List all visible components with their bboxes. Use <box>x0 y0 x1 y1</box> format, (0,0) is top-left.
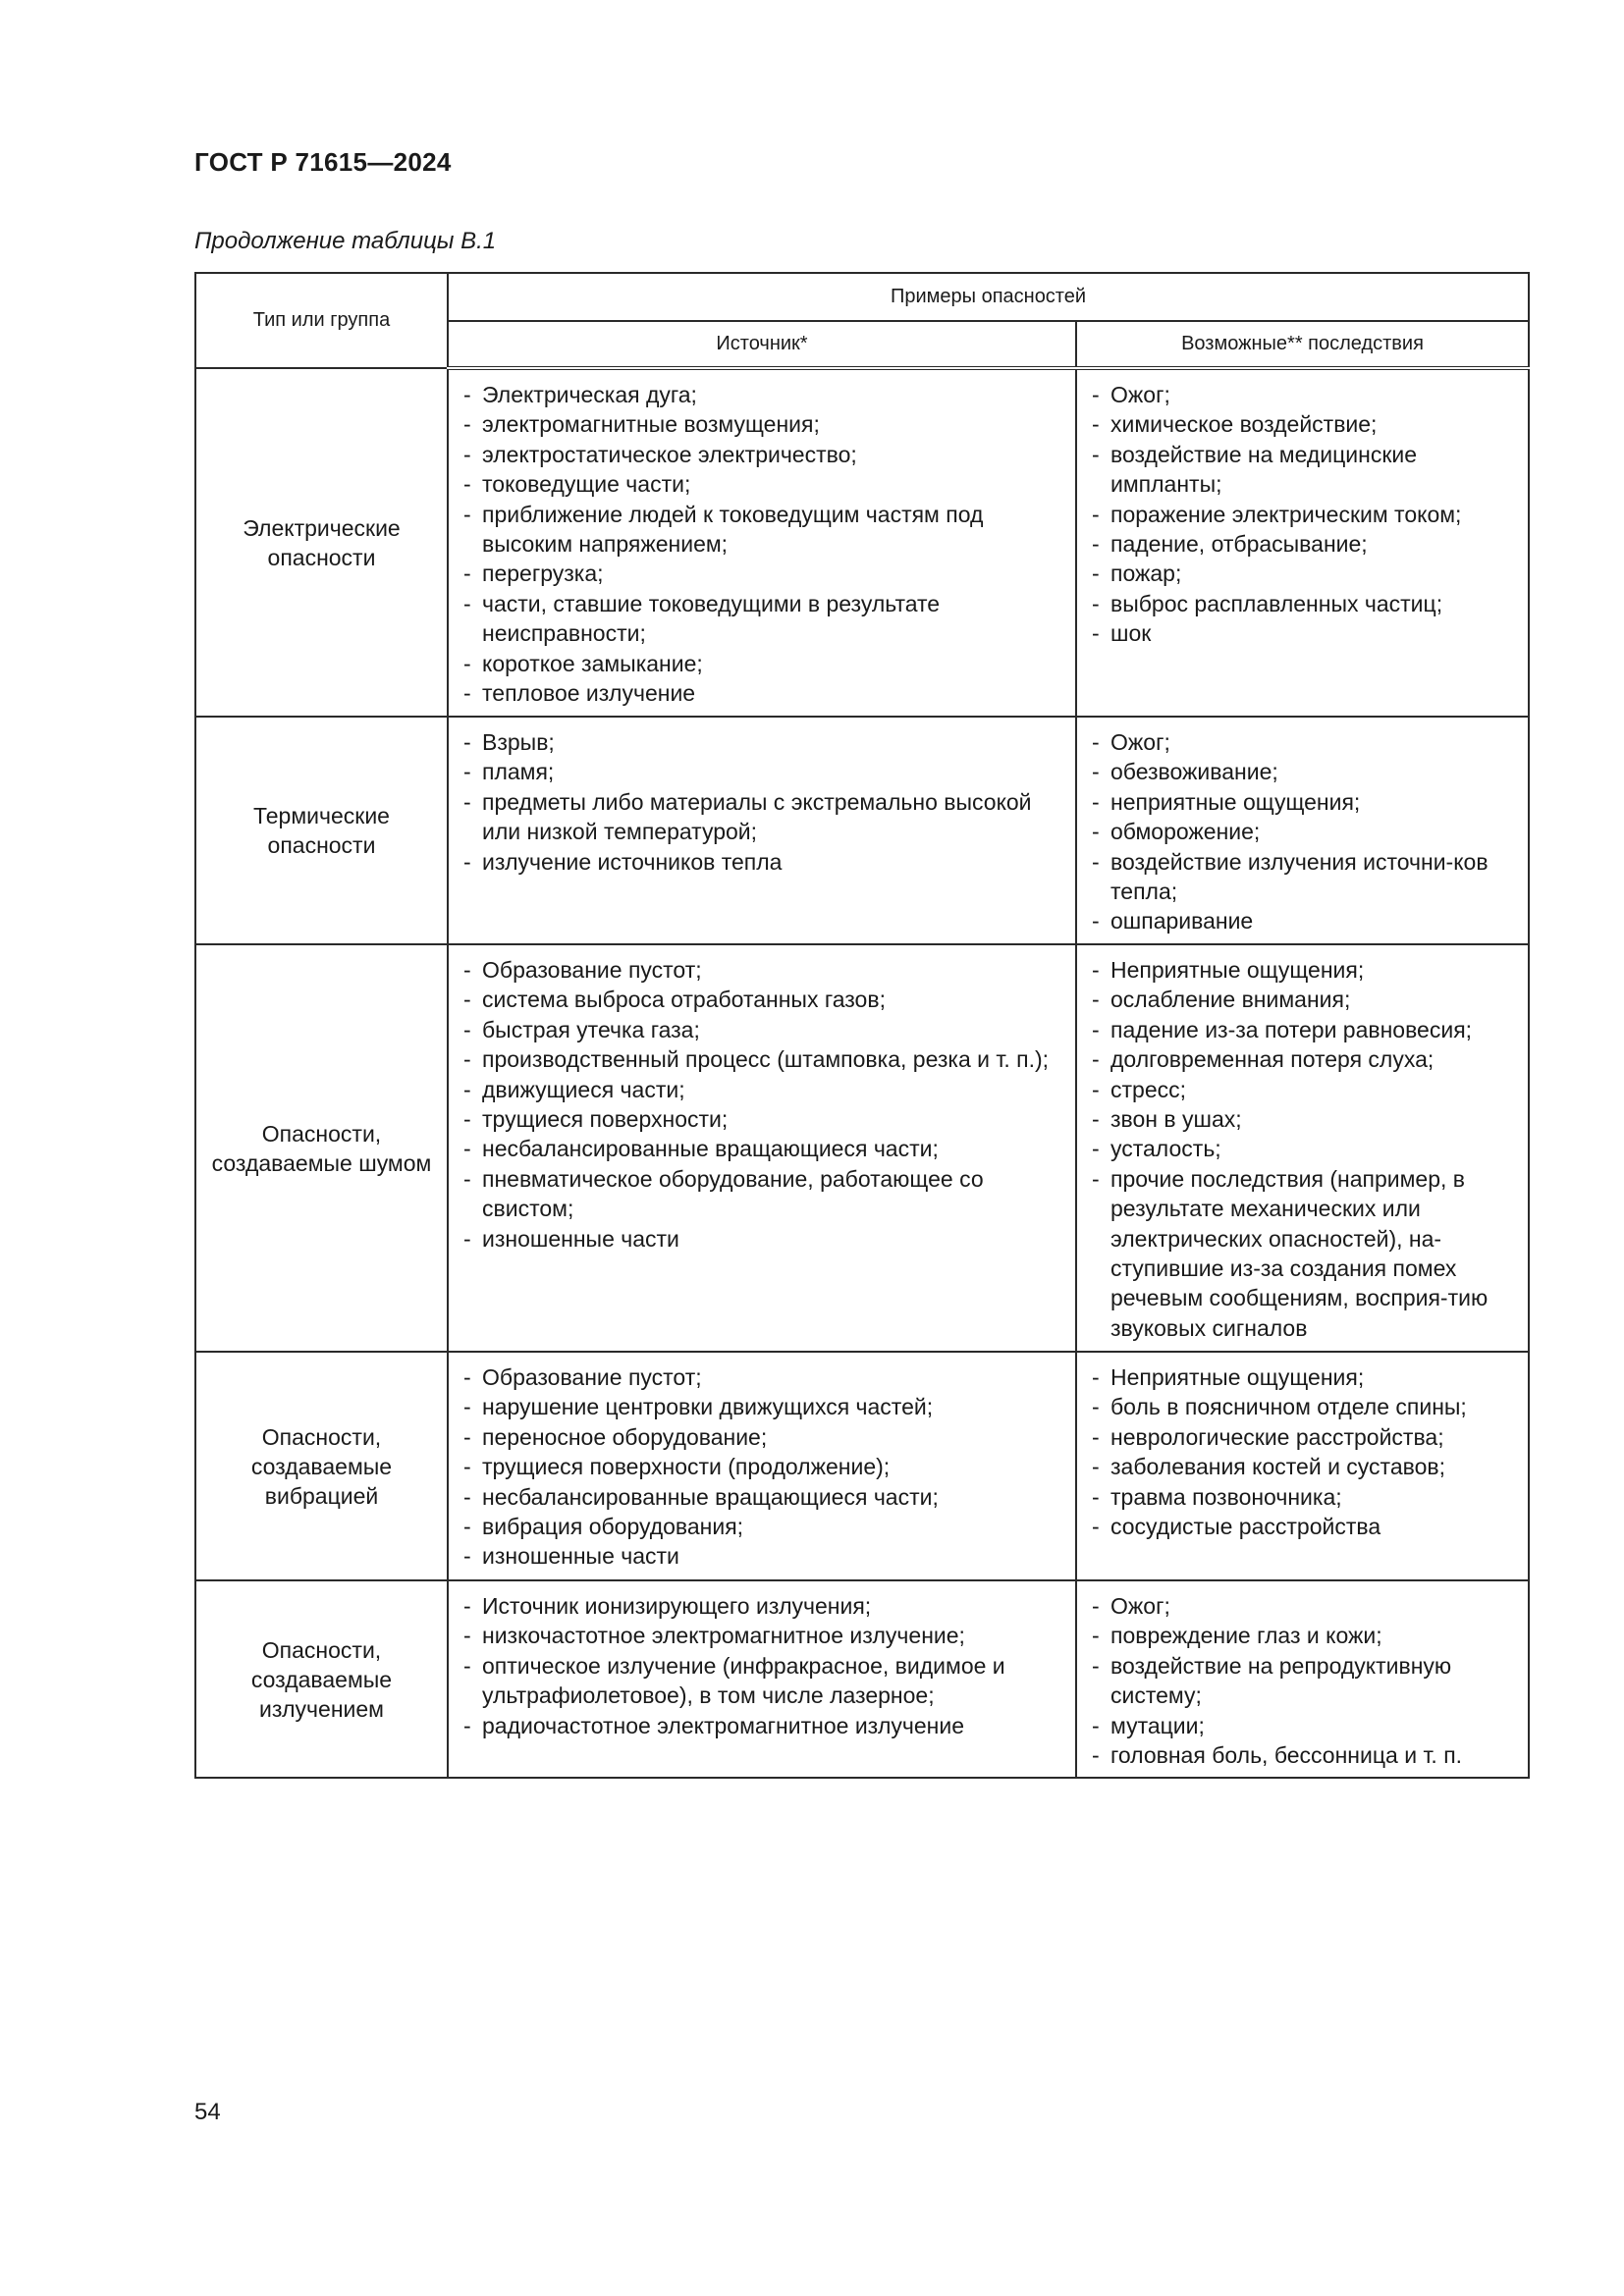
consequence-item: - стресс; <box>1091 1075 1520 1104</box>
consequence-item: - Ожог; <box>1091 380 1520 409</box>
table-row <box>195 368 1529 717</box>
source-item: - вибрация оборудования; <box>462 1512 1067 1541</box>
source-item: - Образование пустот; <box>462 1362 1067 1392</box>
source-item: - токоведущие части; <box>462 469 1067 499</box>
consequence-item: - головная боль, бессонница и т. п. <box>1091 1740 1520 1770</box>
source-item: - электромагнитные возмущения; <box>462 409 1067 439</box>
consequence-item: - Неприятные ощущения; <box>1091 955 1520 985</box>
sources-list <box>462 1591 1067 1740</box>
table-row <box>195 1352 1529 1580</box>
consequence-item: - пожар; <box>1091 559 1520 588</box>
document-header: ГОСТ Р 71615—2024 <box>194 147 452 177</box>
consequence-item: - воздействие на медицинские импланты; <box>1091 440 1520 500</box>
consequence-list-cell <box>1076 368 1529 717</box>
consequence-item: - Ожог; <box>1091 727 1520 757</box>
source-item: - короткое замыкание; <box>462 649 1067 678</box>
column-header-source: Источник* <box>448 321 1076 368</box>
source-item: - оптическое излучение (инфракрасное, видимое и ультрафиолетовое), в том числе лазерное; <box>462 1651 1067 1711</box>
consequence-item: - Ожог; <box>1091 1591 1520 1621</box>
source-item: - переносное оборудование; <box>462 1422 1067 1452</box>
source-item: - система выброса отработанных газов; <box>462 985 1067 1014</box>
source-list-cell <box>448 368 1076 717</box>
consequence-item: - поражение электрическим током; <box>1091 500 1520 529</box>
source-item: - радиочастотное электромагнитное излучение <box>462 1711 1067 1740</box>
hazard-group-cell: Опасности, создаваемые излучением <box>195 1580 448 1778</box>
source-item: - несбалансированные вращающиеся части; <box>462 1482 1067 1512</box>
consequences-list <box>1091 1591 1520 1770</box>
consequence-item: - мутации; <box>1091 1711 1520 1740</box>
consequence-item: - неприятные ощущения; <box>1091 787 1520 817</box>
page-number: 54 <box>194 2099 221 2125</box>
consequence-item: - прочие последствия (например, в результате механических или электрических опасностей), на-ступившие из-за создания помех речевым сообщениям, восприя-тию звуковых сигналов <box>1091 1164 1520 1343</box>
hazard-group-cell: Термические опасности <box>195 717 448 944</box>
consequence-list-cell <box>1076 717 1529 944</box>
table-caption: Продолжение таблицы В.1 <box>194 228 497 254</box>
source-item: - тепловое излучение <box>462 678 1067 708</box>
source-item: - изношенные части <box>462 1541 1067 1571</box>
sources-list <box>462 727 1067 877</box>
sources-list <box>462 955 1067 1254</box>
source-item: - излучение источников тепла <box>462 847 1067 877</box>
table-row <box>195 1580 1529 1778</box>
source-item: - изношенные части <box>462 1224 1067 1254</box>
consequence-item: - усталость; <box>1091 1134 1520 1163</box>
source-item: - приближение людей к токоведущим частям под высоким напряжением; <box>462 500 1067 560</box>
source-list-cell <box>448 717 1076 944</box>
source-item: - производственный процесс (штамповка, резка и т. п.); <box>462 1044 1067 1074</box>
consequences-list <box>1091 1362 1520 1541</box>
consequence-list-cell <box>1076 1580 1529 1778</box>
consequence-item: - Неприятные ощущения; <box>1091 1362 1520 1392</box>
source-list-cell <box>448 1580 1076 1778</box>
hazard-group-cell: Опасности, создаваемые вибрацией <box>195 1352 448 1580</box>
source-item: - трущиеся поверхности; <box>462 1104 1067 1134</box>
source-item: - Электрическая дуга; <box>462 380 1067 409</box>
source-item: - движущиеся части; <box>462 1075 1067 1104</box>
consequence-item: - шок <box>1091 618 1520 648</box>
column-header-consequences: Возможные** последствия <box>1076 321 1529 368</box>
source-item: - быстрая утечка газа; <box>462 1015 1067 1044</box>
source-item: - Взрыв; <box>462 727 1067 757</box>
consequence-item: - падение из-за потери равновесия; <box>1091 1015 1520 1044</box>
consequence-item: - обморожение; <box>1091 817 1520 846</box>
source-item: - пневматическое оборудование, работающее со свистом; <box>462 1164 1067 1224</box>
table-row <box>195 944 1529 1352</box>
source-list-cell <box>448 1352 1076 1580</box>
source-list-cell <box>448 944 1076 1352</box>
source-item: - несбалансированные вращающиеся части; <box>462 1134 1067 1163</box>
column-header-group: Тип или группа <box>195 273 448 368</box>
consequence-item: - падение, отбрасывание; <box>1091 529 1520 559</box>
consequences-list <box>1091 955 1520 1343</box>
consequence-item: - обезвоживание; <box>1091 757 1520 786</box>
consequence-item: - звон в ушах; <box>1091 1104 1520 1134</box>
consequence-list-cell <box>1076 944 1529 1352</box>
hazards-table <box>194 272 1530 1779</box>
consequences-list <box>1091 727 1520 936</box>
source-item: - Источник ионизирующего излучения; <box>462 1591 1067 1621</box>
consequence-item: - долговременная потеря слуха; <box>1091 1044 1520 1074</box>
hazard-group-cell: Электрические опасности <box>195 368 448 717</box>
consequence-item: - травма позвоночника; <box>1091 1482 1520 1512</box>
consequence-item: - ослабление внимания; <box>1091 985 1520 1014</box>
consequence-item: - заболевания костей и суставов; <box>1091 1452 1520 1481</box>
source-item: - Образование пустот; <box>462 955 1067 985</box>
source-item: - низкочастотное электромагнитное излучение; <box>462 1621 1067 1650</box>
consequence-item: - неврологические расстройства; <box>1091 1422 1520 1452</box>
consequence-item: - боль в поясничном отделе спины; <box>1091 1392 1520 1421</box>
consequence-list-cell <box>1076 1352 1529 1580</box>
source-item: - нарушение центровки движущихся частей; <box>462 1392 1067 1421</box>
source-item: - предметы либо материалы с экстремально высокой или низкой температурой; <box>462 787 1067 847</box>
consequence-item: - воздействие на репродуктивную систему; <box>1091 1651 1520 1711</box>
column-header-examples: Примеры опасностей <box>448 273 1529 321</box>
consequence-item: - воздействие излучения источни-ков тепла; <box>1091 847 1520 907</box>
sources-list <box>462 380 1067 708</box>
consequence-item: - повреждение глаз и кожи; <box>1091 1621 1520 1650</box>
consequence-item: - выброс расплавленных частиц; <box>1091 589 1520 618</box>
consequences-list <box>1091 380 1520 649</box>
source-item: - части, ставшие токоведущими в результате неисправности; <box>462 589 1067 649</box>
source-item: - электростатическое электричество; <box>462 440 1067 469</box>
source-item: - трущиеся поверхности (продолжение); <box>462 1452 1067 1481</box>
table-body <box>195 368 1529 1778</box>
sources-list <box>462 1362 1067 1572</box>
consequence-item: - химическое воздействие; <box>1091 409 1520 439</box>
source-item: - перегрузка; <box>462 559 1067 588</box>
hazard-group-cell: Опасности, создаваемые шумом <box>195 944 448 1352</box>
consequence-item: - ошпаривание <box>1091 906 1520 935</box>
table-row <box>195 717 1529 944</box>
consequence-item: - сосудистые расстройства <box>1091 1512 1520 1541</box>
source-item: - пламя; <box>462 757 1067 786</box>
